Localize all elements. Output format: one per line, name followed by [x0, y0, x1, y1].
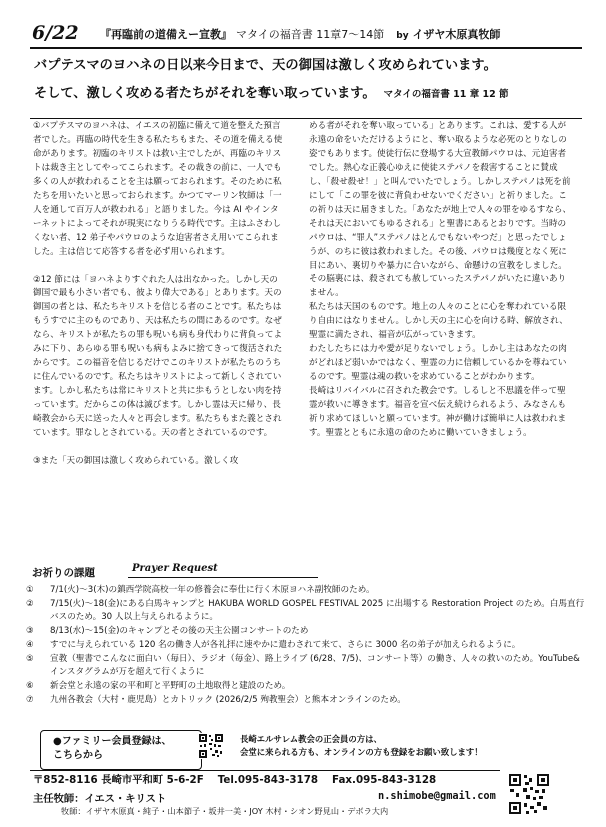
verse-divider: [30, 118, 582, 119]
prayer-list: [26, 584, 586, 708]
key-verse-line-2: そして、激しく攻める者たちがそれを奪い取っています。: [34, 86, 376, 101]
prayer-item: [26, 639, 586, 652]
family-registration-line-1: ●ファミリー会員登録は、: [53, 736, 172, 747]
prayer-title-en: Prayer Request: [132, 563, 218, 574]
by-label: by: [396, 31, 409, 41]
sermon-column-left: [33, 120, 283, 483]
prayer-title: お祈りの課題: [32, 567, 95, 579]
member-notice-line-2: 会堂に来られる方も、オンラインの方も登録をお願い致します！: [240, 747, 483, 757]
prayer-item-text: 九州各教会（大村・鹿児島）とカトリック (2026/2/5 殉教聖会）と熊本オンラインのため。: [50, 695, 406, 705]
church-fax: Fax.095-843-3128: [332, 774, 437, 786]
sermon-paragraph: める者がそれを奪い取っている」とあります。これは、愛する人が永遠の命をいただけるようにと、奪い取るような必死のとりなしの姿でもあります。使徒行伝に登場する大宣教師パウロは、元迫害者でした。熱心な正義心ゆえに使徒ステパノを殺害することに賛成し、「殺せ殺せ！」と叫んでいたでしょう。しかしステパノは死を前にして「この罪を彼に背負わせないでください」と祈りました。この祈りは天に届きました。「あなたが地上で人々の罪をゆるすなら、それは天においてもゆるされる」と聖書にあるとおりです。当時のパウロは、“罪人”ステパノはとんでもないやつだ」と思ったでしょうが、のちに彼は救われました。その後、パウロは幾度となく死に目にあい、裏切りや暴力に合いながら、命懸けの宣教をしました。その脳裏には、殺されても赦していったステパノがいたに違いありません。: [309, 121, 572, 299]
prayer-item-text: 新会堂と永遠の家の平和町と平野町の土地取得と建設のため。: [50, 681, 291, 691]
church-tel: Tel.095-843-3178: [217, 774, 319, 786]
prayer-title-underline: [128, 577, 318, 578]
sermon-title: 『再臨前の道備えー宣教』: [100, 28, 232, 41]
church-email[interactable]: n.shimobe@gmail.com: [378, 790, 496, 802]
prayer-item: [26, 680, 586, 693]
key-verse: [34, 54, 579, 101]
prayer-item: [26, 694, 586, 707]
sermon-paragraph: ②12 節には「ヨハネよりすぐれた人は出なかった。しかし天の御国で最も小さい者でも、彼より偉大である」とあります。天の御国の者とは、私たちキリストを信じる者のことです。私たちはもうすでに主のものであり、天は私たちの間にあるのです。なぜなら、キリストが私たちの罪も呪いも病も身代わりに背負ってよみに下り、あらゆる罪も呪いも病もよみに捨てきって復活されたからです。この福音を信じるだけでこのキリストが私たちのうちに住んでいるのです。私たちはキリストによって新しくされています。しかし私たちは常にキリストと共に歩もうとしない肉を持っています。だからこの体は滅びます。しかし霊は天に帰り、長崎教会から天に送った人々と再会します。私たちもまた義とされています。罪なしとされている。天の者とされているのです。: [33, 274, 283, 439]
chief-pastor: 主任牧師：イエス・キリスト: [33, 793, 167, 805]
family-registration-text: [53, 735, 172, 763]
header-divider: [30, 47, 582, 49]
member-notice: [240, 733, 483, 759]
sermon-paragraph: わたしたちには力や愛が足りないでしょう。しかし主はあなたの肉がどれほど弱いかではなく、聖霊の力に信頼しているかを尊ねているのです。聖霊は魂の救いを求めていることがわかります。: [309, 344, 567, 383]
family-registration-box[interactable]: [40, 730, 202, 770]
prayer-item-text: 7/1(火)〜3(木)の鎮西学院高校一年の修養会に奉仕に行く木原ヨハネ副牧師のため。: [50, 585, 375, 595]
prayer-item-text: 7/15(火)〜18(金)にある白馬キャンプと HAKUBA WORLD GOSPEL FESTIVAL 2025 に出場する Restoration Project のため。白馬直行バスのため。30 人以上与えられるように。: [50, 599, 585, 622]
prayer-item-number: ⑥: [26, 681, 34, 691]
family-registration-line-2: こちらから: [53, 750, 103, 761]
prayer-item-text: 宣教（聖書でこんなに面白い（毎日）、ラジオ（毎金）、路上ライブ (6/28、7/5)、コンサート等）の働き、人々の救いのため。YouTube&インスタグラムが万を超えて行くように: [50, 654, 580, 677]
prayer-item-number: ②: [26, 599, 34, 609]
prayer-item-text: 8/13(水)〜15(金)のキャンプとその後の天主公園コンサートのため: [50, 626, 309, 636]
prayer-item-number: ③: [26, 626, 34, 636]
prayer-item: [26, 584, 586, 597]
key-verse-line-2-wrap: [34, 82, 579, 101]
member-notice-line-1: 長崎エルサレム教会の正会員の方は、: [240, 734, 382, 744]
prayer-item-text: すでに与えられている 120 名の働き人が各礼拝に速やかに遣わされて来て、さらに 3000 名の弟子が加えられるように。: [50, 640, 521, 650]
header: [30, 20, 580, 46]
sermon-paragraph: 長崎はリバイバルに召された教会です。しるしと不思議を伴って聖霊が救いに導きます。福音を宣べ伝え続けられるよう、みなさんも祈り求めてほしいと願っています。神が働けば簡単に人は救われます。聖霊とともに永遠の命のために働いていきましょう。: [309, 386, 567, 438]
prayer-item-number: ⑦: [26, 695, 34, 705]
prayer-item: [26, 625, 586, 638]
key-verse-reference: マタイの福音書 11 章 12 節: [383, 89, 509, 100]
sermon-date: 6/22: [32, 22, 79, 44]
sermon-reference: マタイの福音書 11章7〜14節: [236, 28, 385, 41]
qr-code-icon[interactable]: [508, 773, 550, 815]
prayer-item: [26, 653, 586, 679]
sermon-paragraph: 私たちは天国のものです。地上の人々のことに心を奪われている限り自由にはなりません。しかし天の主に心を向ける時、解放され、聖霊に満たされ、福音が広がっていきます。: [309, 302, 568, 341]
sermon-title-line: [100, 26, 500, 42]
church-address: 〒852-8116 長崎市平和町 5-6-2F: [33, 774, 204, 786]
sermon-paragraph: ①バプテスマのヨハネは、イエスの初臨に備えて道を整えた預言者でした。再臨の時代を生きる私たちもまた、その道を備える使命があります。初臨のキリストは救い主でしたが、再臨のキリストは裁き主としてやってこられます。その裁きの前に、一人でも多くの人が救われることを主は願っておられます。そのために私たちを用いたいと思っておられます。かつてマーリン牧師は「一人を通して百万人が救われる」と語りました。今は AI やインターネットによってそれが現実になりうる時代です。主はふさわしくない者、12 弟子やパウロのような迫害者さえ用いてこられました。主は信じて応答する者を必ず用いられます。: [33, 121, 283, 257]
qr-code-icon[interactable]: [198, 733, 224, 759]
prayer-heading: [32, 563, 332, 581]
prayer-item: [26, 598, 586, 624]
key-verse-line-1: バプテスマのヨハネの日以来今日まで、天の御国は激しく攻められています。: [34, 58, 497, 73]
prayer-item-number: ⑤: [26, 654, 34, 664]
sermon-paragraph: ③また「天の御国は激しく攻められている。激しく攻: [33, 455, 239, 466]
prayer-item-number: ④: [26, 640, 34, 650]
prayer-item-number: ①: [26, 585, 34, 595]
pastor-list: 牧師：イザヤ木原真・純子・山本節子・坂井一美・JOY 木村・シオン野見山・デボラ大内: [61, 806, 389, 816]
sermon-column-right: [309, 120, 574, 441]
contact-line: [33, 771, 450, 786]
sermon-author: イザヤ木原真牧師: [412, 28, 501, 41]
